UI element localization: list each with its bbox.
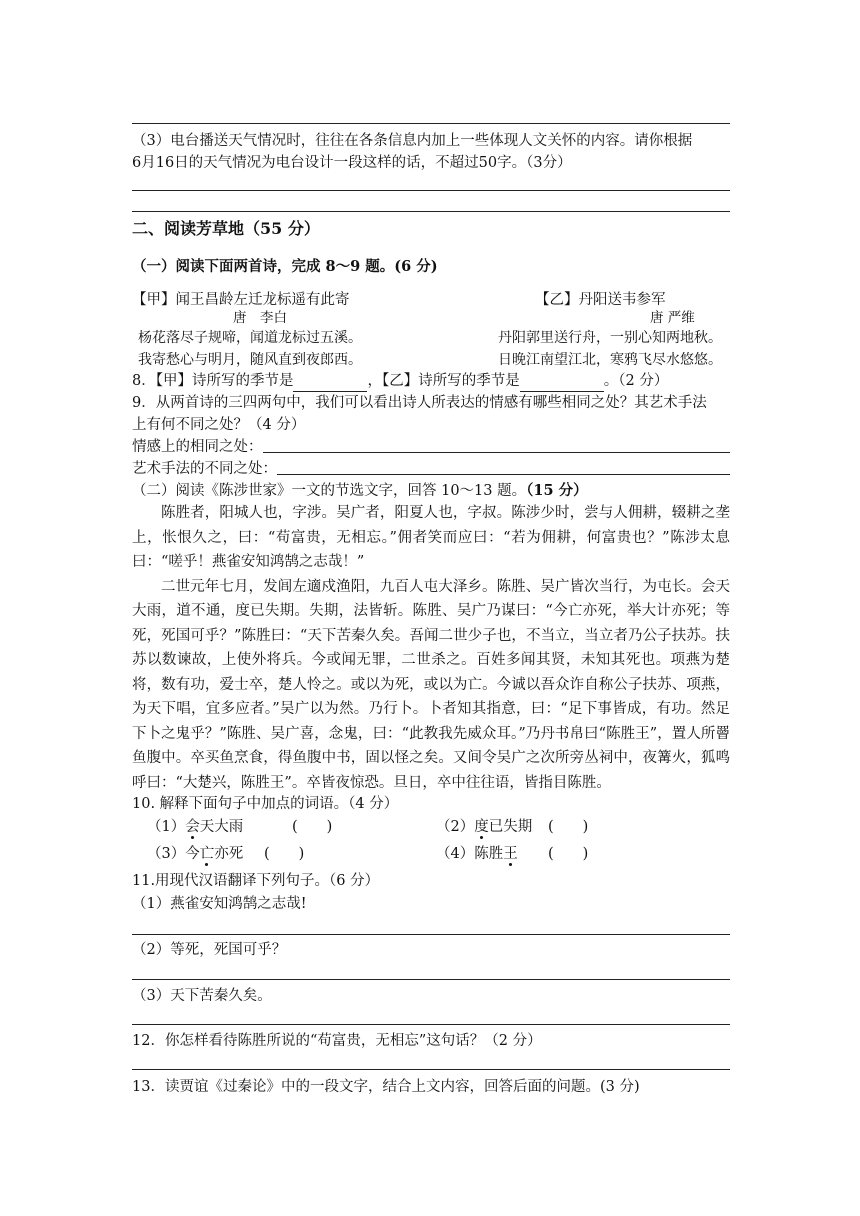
- q12-stem: 12．你怎样看待陈胜所说的“苟富贵，无相忘”这句话？（2 分）: [132, 1033, 542, 1049]
- q13-stem: 13．读贾谊《过秦论》中的一段文字，结合上文内容，回答后面的问题。(3 分): [132, 1079, 640, 1095]
- part2-title: [132, 480, 730, 502]
- answer-line: [132, 123, 730, 124]
- part1-title: （一）阅读下面两首诗，完成 8～9 题。(6 分): [132, 258, 438, 275]
- dotted-word: 亡: [199, 846, 215, 862]
- q9-same-blank[interactable]: [263, 436, 731, 453]
- poem-b-author: 唐 严维: [650, 310, 695, 326]
- passage-p1: 陈胜者，阳城人也，字涉。吴广者，阳夏人也，字叔。陈涉少时，尝与人佣耕，辍耕之垄上，怅恨久之，曰：“苟富贵，无相忘。”佣者笑而应曰：“若为佣耕，何富贵也？”陈涉太息曰：“嗟乎！燕雀安知鸿鹄之志哉！”: [132, 505, 730, 570]
- q10-paren-3[interactable]: ( ): [264, 846, 305, 862]
- poem-b-line1: 丹阳郭里送行舟，一别心知两地秋。: [498, 330, 722, 346]
- q3-line1: （3）电台播送天气情况时，往往在各条信息内加上一些体现人文关怀的内容。请你根据: [132, 133, 693, 149]
- q8-blank-a[interactable]: [293, 375, 367, 392]
- passage: [132, 501, 730, 795]
- q10-stem: 10. 解释下面句子中加点的词语。（4 分）: [132, 796, 399, 812]
- q3-line2: 6月16日的天气情况为电台设计一段这样的话，不超过50字。（3分）: [132, 155, 572, 171]
- answer-line: [132, 934, 730, 935]
- poem-b-line2: 日晚江南望江北，寒鸦飞尽水悠悠。: [498, 352, 722, 368]
- q9-same-label: 情感上的相同之处：: [132, 439, 263, 455]
- answer-line: [132, 979, 730, 980]
- q10-item-4: （4）陈胜王: [436, 846, 518, 862]
- poem-a-line1: 杨花落尽子规啼，闻道龙标过五溪。: [138, 330, 362, 346]
- q10-paren-1[interactable]: ( ): [292, 819, 333, 835]
- q8-part1: 8．【甲】诗所写的季节是: [132, 373, 294, 389]
- q10-item-1: （1）会天大雨: [147, 819, 244, 835]
- poem-a-line2: 我寄愁心与明月，随风直到夜郎西。: [138, 352, 362, 368]
- dotted-word: 度: [474, 819, 489, 835]
- q8: [132, 370, 730, 392]
- answer-line: [132, 1069, 730, 1070]
- q9-line1: 9．从两首诗的三四两句中，我们可以看出诗人所表达的情感有哪些相同之处？其艺术手法: [132, 395, 707, 411]
- answer-line: [132, 1024, 730, 1025]
- q8-part2: ，【乙】诗所写的季节是: [367, 373, 520, 389]
- q11-s2: （2）等死，死国可乎？: [132, 942, 287, 958]
- q8-blank-b[interactable]: [520, 375, 604, 392]
- part2-title-text: （二）阅读《陈涉世家》一文的节选文字，回答 10～13 题。: [132, 483, 527, 499]
- q9-diff-label: 艺术手法的不同之处：: [132, 461, 277, 477]
- dotted-word: 会: [185, 819, 200, 835]
- part2-score: （15 分）: [526, 482, 588, 499]
- q11-s1: （1）燕雀安知鸿鹄之志哉!: [132, 896, 307, 912]
- dotted-word: 王: [503, 846, 518, 862]
- answer-line: [132, 211, 730, 212]
- q9-same: [132, 436, 730, 458]
- answer-line: [132, 190, 730, 191]
- q9-diff: [132, 458, 730, 480]
- q9-diff-blank[interactable]: [277, 458, 730, 475]
- q10-paren-4[interactable]: ( ): [548, 846, 589, 862]
- q9-line2: 上有何不同之处？（4 分）: [132, 417, 306, 433]
- q8-part3: 。（2 分）: [603, 373, 669, 389]
- poem-b-title: 【乙】丹阳送韦参军: [535, 292, 666, 308]
- poem-a-author: 唐 李白: [233, 310, 287, 326]
- passage-p2: 二世元年七月，发闾左適戍渔阳，九百人屯大泽乡。陈胜、吴广皆次当行，为屯长。会天大雨，道不通，度已失期。失期，法皆斩。陈胜、吴广乃谋曰：“今亡亦死，举大计亦死；等死，死国可乎？”陈胜曰：“天下苦秦久矣。吾闻二世少子也，不当立，当立者乃公子扶苏。扶苏以数谏故，上使外将兵。今或闻无罪，二世杀之。百姓多闻其贤，未知其死也。项燕为楚将，数有功，爱士卒，楚人怜之。或以为死，或以为亡。今诚以吾众诈自称公子扶苏、项燕，为天下唱，宜多应者。”吴广以为然。乃行卜。卜者知其指意，曰：“足下事皆成，有功。然足下卜之鬼乎？”陈胜、吴广喜，念鬼，曰：“此教我先威众耳。”乃丹书帛曰“陈胜王”，置人所罾鱼腹中。卒买鱼烹食，得鱼腹中书，固以怪之矣。又间令吴广之次所旁丛祠中，夜篝火，狐鸣呼曰：“大楚兴，陈胜王”。卒皆夜惊恐。旦日，卒中往往语，皆指目陈胜。: [132, 578, 730, 791]
- section-title: 二、阅读芳草地（55 分）: [132, 219, 320, 238]
- q11-stem: 11.用现代汉语翻译下列句子。（6 分）: [132, 873, 380, 889]
- q10-item-3: （3）今亡亦死: [147, 846, 244, 862]
- q10-paren-2[interactable]: ( ): [548, 819, 589, 835]
- q11-s3: （3）天下苦秦久矣。: [132, 988, 272, 1004]
- poem-a-title: 【甲】闻王昌龄左迁龙标遥有此寄: [132, 292, 350, 308]
- q10-item-2: （2）度已失期: [436, 819, 533, 835]
